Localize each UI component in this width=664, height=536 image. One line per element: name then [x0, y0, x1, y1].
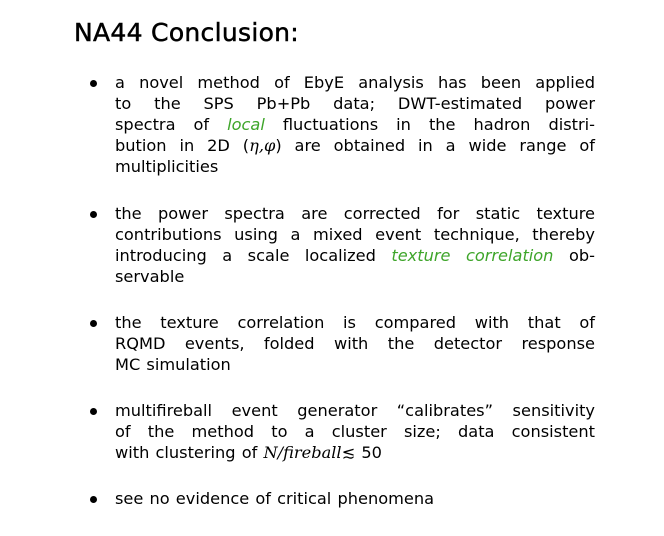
bullet-line: the power spectra are corrected for static texture	[115, 204, 595, 223]
text-segment: introducing a scale localized	[115, 246, 376, 265]
bullet-line: see no evidence of critical phenomena	[115, 489, 435, 508]
bullet-line: MC simulation	[115, 355, 231, 374]
bullet-line: multifireball event generator “calibrates” sensitivity	[115, 401, 595, 420]
bullet-item-rqmd-comparison	[115, 312, 595, 375]
math-n-per-fireball: N/fireball	[263, 443, 342, 462]
highlight-local: local	[227, 115, 265, 134]
bullet-line: contributions using a mixed event technique, thereby	[115, 225, 595, 244]
math-eta-phi: η,φ	[249, 136, 276, 155]
bullet-dot-icon	[90, 211, 97, 218]
bullet-line: a novel method of EbyE analysis has been applied	[115, 73, 595, 92]
slide-title: NA44 Conclusion:	[74, 18, 300, 47]
text-segment: spectra of	[115, 115, 210, 134]
bullet-line	[115, 442, 595, 463]
bullet-line: RQMD events, folded with the detector response	[115, 334, 595, 353]
bullet-dot-icon	[90, 320, 97, 327]
less-than-approx-symbol: ≲	[341, 443, 356, 462]
text-segment: 50	[361, 443, 382, 462]
highlight-texture-correlation: texture correlation	[391, 246, 554, 265]
bullet-line: multiplicities	[115, 157, 219, 176]
bullet-item-ebye-method	[115, 72, 595, 177]
bullet-item-power-spectra	[115, 203, 595, 287]
bullet-line	[115, 135, 595, 156]
text-segment: with clustering of	[115, 443, 258, 462]
bullet-dot-icon	[90, 408, 97, 415]
text-segment: fluctuations in the hadron distri-	[282, 115, 595, 134]
bullet-item-no-critical-phenomena	[115, 488, 595, 509]
bullet-line	[115, 245, 595, 266]
text-segment: bution in 2D (	[115, 136, 250, 155]
bullet-dot-icon	[90, 496, 97, 503]
bullet-line	[115, 114, 595, 135]
bullet-line: to the SPS Pb+Pb data; DWT-estimated power	[115, 94, 595, 113]
bullet-line: the texture correlation is compared with that of	[115, 313, 595, 332]
bullet-line: of the method to a cluster size; data consistent	[115, 422, 595, 441]
bullet-item-multifireball	[115, 400, 595, 463]
text-segment: ob-	[568, 246, 595, 265]
bullet-line: servable	[115, 267, 185, 286]
text-segment: ) are obtained in a wide range of	[275, 136, 595, 155]
bullet-dot-icon	[90, 80, 97, 87]
